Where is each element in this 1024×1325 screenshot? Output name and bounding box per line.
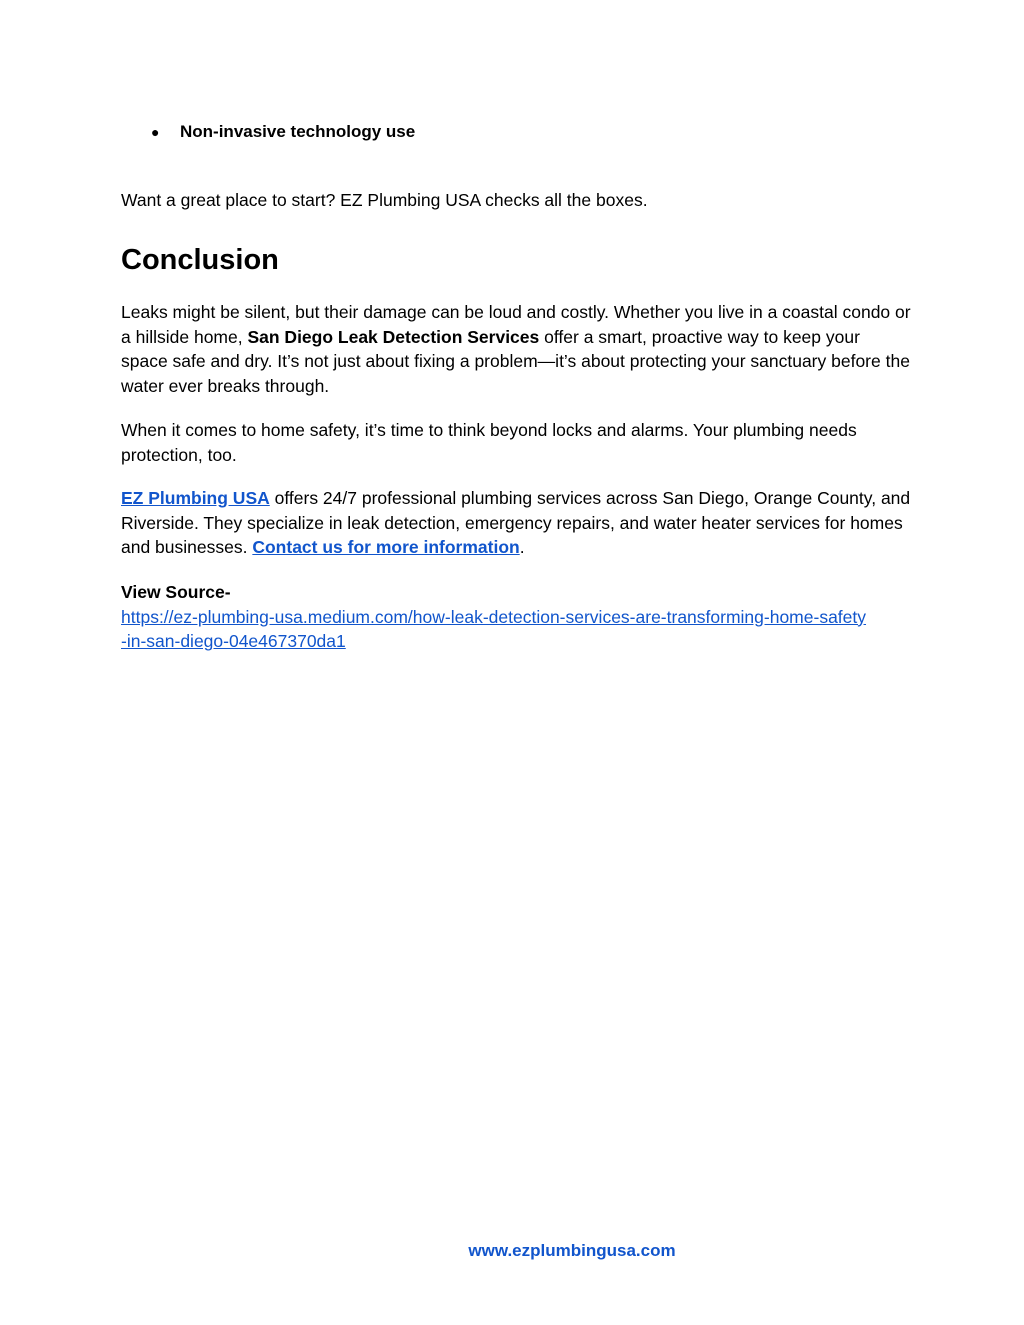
p1-text-before: Leaks might be silent, but their damage can be loud and costly. Whether you live in a coastal condo or a hillside home, <box>121 302 911 347</box>
company-description: offers 24/7 professional plumbing services across San Diego, Orange County, and Riverside. They specialize in leak detection, emergency repairs, and water heater services for homes and businesses. <box>121 488 911 557</box>
p3-period: . <box>519 537 525 557</box>
intro-paragraph: Want a great place to start? EZ Plumbing USA checks all the boxes. <box>121 190 648 210</box>
view-source-label: View Source- <box>121 582 231 602</box>
source-url-line-1: https://ez-plumbing-usa.medium.com/how-leak-detection-services-are-transforming-home-safety <box>121 606 867 627</box>
p1-bold-phrase: San Diego Leak Detection Services <box>247 326 540 347</box>
contact-link[interactable]: Contact us for more information <box>252 537 520 557</box>
footer-website-url[interactable]: www.ezplumbingusa.com <box>468 1241 676 1260</box>
p1-text-after: offer a smart, proactive way to keep your space safe and dry. It’s not just about fixing a problem—it’s about protecting your sanctuary before the water ever breaks through. <box>121 326 910 396</box>
source-url-line-2: -in-san-diego-04e467370da1 <box>121 631 346 651</box>
bullet-marker: ● <box>151 124 160 140</box>
bullet-text: Non-invasive technology use <box>180 122 416 141</box>
section-heading: Conclusion <box>121 244 279 276</box>
conclusion-paragraph-2: When it comes to home safety, it’s time to think beyond locks and alarms. Your plumbing needs protection, too. <box>121 420 857 465</box>
company-link[interactable]: EZ Plumbing USA <box>121 488 270 508</box>
